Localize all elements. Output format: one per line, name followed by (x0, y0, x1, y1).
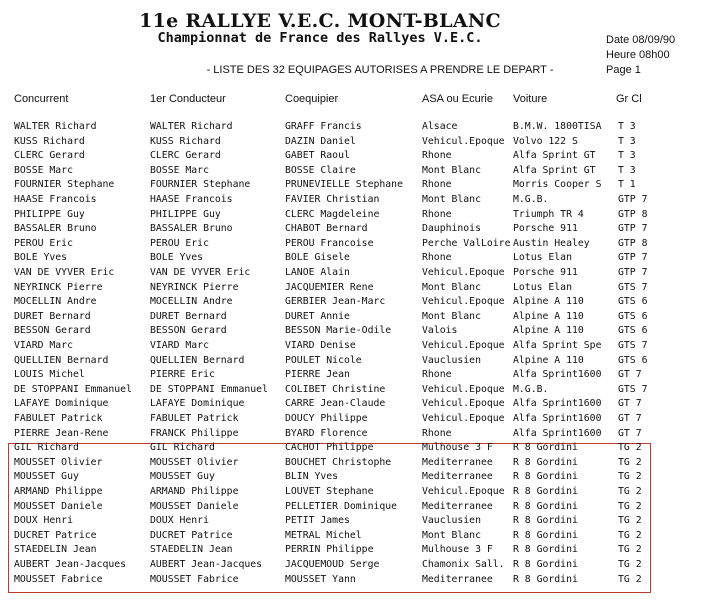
cell-voiture: Alpine A 110 (513, 310, 584, 322)
cell-groupe-classe: T 3 (618, 164, 636, 176)
cell-ecurie: Rhone (422, 252, 452, 264)
cell-voiture: Alfa Sprint GT (513, 150, 596, 162)
cell-voiture: M.G.B. (513, 383, 549, 395)
cell-ecurie: Mont Blanc (422, 194, 481, 205)
table-row (0, 368, 701, 383)
cell-groupe-classe: GTP 7 (618, 223, 648, 235)
cell-concurrent: STAEDELIN Jean (14, 544, 97, 556)
cell-ecurie: Vehicul.Epoque (422, 486, 505, 497)
cell-coequipier: CACHOT Philippe (285, 442, 374, 454)
cell-conducteur: GIL Richard (150, 442, 215, 454)
cell-voiture: Porsche 911 (513, 223, 578, 235)
cell-coequipier: VIARD Denise (285, 340, 356, 351)
col-header-concurrent: Concurrent (14, 93, 69, 105)
cell-coequipier: LOUVET Stephane (285, 486, 374, 497)
table-row (0, 500, 701, 515)
cell-voiture: R 8 Gordini (513, 442, 578, 454)
cell-groupe-classe: GTS 7 (618, 383, 648, 395)
time-label: Heure 08h00 (606, 49, 670, 61)
cell-ecurie: Rhone (422, 150, 452, 162)
cell-coequipier: CLERC Magdeleine (285, 208, 380, 220)
cell-ecurie: Alsace (422, 121, 458, 132)
cell-coequipier: DURET Annie (285, 310, 350, 322)
cell-groupe-classe: TG 2 (618, 529, 642, 541)
cell-groupe-classe: T 3 (618, 121, 636, 132)
cell-coequipier: POULET Nicole (285, 354, 362, 366)
cell-ecurie: Mulhouse 3 F (422, 544, 493, 556)
table-row (0, 339, 701, 354)
cell-conducteur: MOUSSET Guy (150, 471, 215, 483)
cell-groupe-classe: TG 2 (618, 573, 642, 585)
table-row (0, 354, 701, 369)
cell-coequipier: FAVIER Christian (285, 194, 380, 205)
cell-concurrent: LOUIS Michel (14, 369, 85, 381)
cell-conducteur: AUBERT Jean-Jacques (150, 559, 263, 570)
table-row (0, 193, 701, 208)
cell-conducteur: BASSALER Bruno (150, 223, 233, 235)
table-row (0, 310, 701, 325)
cell-ecurie: Vehicul.Epoque (422, 413, 505, 424)
cell-ecurie: Mont Blanc (422, 310, 481, 322)
table-row (0, 397, 701, 412)
cell-ecurie: Mont Blanc (422, 281, 481, 293)
cell-ecurie: Mediterranee (422, 500, 493, 512)
cell-conducteur: QUELLIEN Bernard (150, 354, 245, 366)
cell-ecurie: Mediterranee (422, 573, 493, 585)
cell-concurrent: MOUSSET Olivier (14, 456, 103, 468)
cell-concurrent: GIL Richard (14, 442, 79, 454)
document-subtitle: Championnat de France des Rallyes V.E.C. (157, 30, 483, 46)
cell-conducteur: MOUSSET Daniele (150, 500, 239, 512)
cell-conducteur: DURET Bernard (150, 310, 227, 322)
cell-coequipier: BESSON Marie-Odile (285, 325, 392, 337)
cell-concurrent: VAN DE VYVER Eric (14, 267, 115, 278)
cell-conducteur: PHILIPPE Guy (150, 208, 221, 220)
cell-concurrent: CLERC Gerard (14, 150, 85, 162)
table-row (0, 383, 701, 398)
cell-coequipier: DOUCY Philippe (285, 413, 368, 424)
cell-concurrent: WALTER Richard (14, 121, 97, 132)
cell-voiture: R 8 Gordini (513, 500, 578, 512)
cell-conducteur: ARMAND Philippe (150, 486, 239, 497)
cell-conducteur: MOUSSET Fabrice (150, 573, 239, 585)
cell-concurrent: ARMAND Philippe (14, 486, 103, 497)
cell-conducteur: BESSON Gerard (150, 325, 227, 337)
cell-coequipier: GRAFF Francis (285, 121, 362, 132)
cell-groupe-classe: TG 2 (618, 456, 642, 468)
cell-coequipier: BOLE Gisele (285, 252, 350, 264)
table-row (0, 295, 701, 310)
cell-groupe-classe: GT 7 (618, 369, 642, 381)
cell-coequipier: LANOE Alain (285, 267, 350, 278)
table-row (0, 266, 701, 281)
table-row (0, 441, 701, 456)
cell-ecurie: Rhone (422, 427, 452, 439)
cell-coequipier: PELLETIER Dominique (285, 500, 398, 512)
cell-groupe-classe: GTS 6 (618, 310, 648, 322)
cell-groupe-classe: GT 7 (618, 427, 642, 439)
cell-conducteur: DE STOPPANI Emmanuel (150, 383, 268, 395)
date-label: Date 08/09/90 (606, 34, 676, 46)
cell-voiture: Austin Healey (513, 237, 590, 249)
table-row (0, 543, 701, 558)
cell-conducteur: MOUSSET Olivier (150, 456, 239, 468)
col-header-coequipier: Coequipier (285, 93, 339, 105)
cell-conducteur: PEROU Eric (150, 237, 209, 249)
cell-voiture: R 8 Gordini (513, 573, 578, 585)
cell-conducteur: NEYRINCK Pierre (150, 281, 239, 293)
cell-groupe-classe: TG 2 (618, 559, 642, 570)
table-row (0, 222, 701, 237)
cell-ecurie: Vehicul.Epoque (422, 267, 505, 278)
cell-conducteur: DUCRET Patrice (150, 529, 233, 541)
cell-voiture: R 8 Gordini (513, 456, 578, 468)
cell-conducteur: FRANCK Philippe (150, 427, 239, 439)
cell-concurrent: MOUSSET Guy (14, 471, 79, 483)
cell-coequipier: BOSSE Claire (285, 164, 356, 176)
cell-ecurie: Perche ValLoire (422, 237, 511, 249)
table-row (0, 120, 701, 135)
cell-groupe-classe: GTP 7 (618, 252, 648, 264)
cell-ecurie: Valois (422, 325, 458, 337)
cell-voiture: Alpine A 110 (513, 354, 584, 366)
cell-voiture: Porsche 911 (513, 267, 578, 278)
cell-groupe-classe: TG 2 (618, 471, 642, 483)
cell-concurrent: VIARD Marc (14, 340, 73, 351)
cell-voiture: Alpine A 110 (513, 325, 584, 337)
cell-conducteur: BOLE Yves (150, 252, 204, 264)
table-row (0, 208, 701, 223)
cell-ecurie: Rhone (422, 179, 452, 191)
cell-concurrent: QUELLIEN Bernard (14, 354, 109, 366)
cell-concurrent: BASSALER Bruno (14, 223, 97, 235)
cell-groupe-classe: GTP 8 (618, 237, 648, 249)
table-row (0, 164, 701, 179)
cell-voiture: Alfa Sprint1600 (513, 427, 602, 439)
cell-concurrent: DOUX Henri (14, 515, 73, 527)
cell-conducteur: HAASE Francois (150, 194, 233, 205)
cell-voiture: R 8 Gordini (513, 559, 578, 570)
cell-voiture: Alfa Sprint1600 (513, 398, 602, 410)
cell-ecurie: Vauclusien (422, 515, 481, 527)
cell-conducteur: FABULET Patrick (150, 413, 239, 424)
cell-coequipier: JACQUEMOUD Serge (285, 559, 380, 570)
table-row (0, 558, 701, 573)
cell-ecurie: Vehicul.Epoque (422, 296, 505, 308)
cell-coequipier: PETIT James (285, 515, 350, 527)
cell-conducteur: STAEDELIN Jean (150, 544, 233, 556)
cell-ecurie: Vehicul.Epoque (422, 340, 505, 351)
cell-concurrent: BESSON Gerard (14, 325, 91, 337)
cell-concurrent: DURET Bernard (14, 310, 91, 322)
cell-conducteur: KUSS Richard (150, 135, 221, 147)
cell-conducteur: LAFAYE Dominique (150, 398, 245, 410)
cell-conducteur: MOCELLIN Andre (150, 296, 233, 308)
cell-conducteur: BOSSE Marc (150, 164, 209, 176)
cell-coequipier: GABET Raoul (285, 150, 350, 162)
cell-concurrent: PHILIPPE Guy (14, 208, 85, 220)
cell-coequipier: CHABOT Bernard (285, 223, 368, 235)
cell-coequipier: GERBIER Jean-Marc (285, 296, 386, 308)
cell-voiture: B.M.W. 1800TISA (513, 121, 602, 132)
cell-coequipier: METRAL Michel (285, 529, 362, 541)
cell-voiture: R 8 Gordini (513, 544, 578, 556)
cell-groupe-classe: GTS 6 (618, 296, 648, 308)
col-header-ecurie: ASA ou Ecurie (422, 93, 493, 105)
table-row (0, 251, 701, 266)
cell-voiture: R 8 Gordini (513, 486, 578, 497)
table-row (0, 470, 701, 485)
cell-conducteur: WALTER Richard (150, 121, 233, 132)
table-row (0, 514, 701, 529)
cell-voiture: R 8 Gordini (513, 529, 578, 541)
cell-groupe-classe: TG 2 (618, 500, 642, 512)
cell-voiture: R 8 Gordini (513, 515, 578, 527)
cell-groupe-classe: GTS 7 (618, 340, 648, 351)
cell-groupe-classe: T 3 (618, 135, 636, 147)
cell-voiture: Alfa Sprint1600 (513, 413, 602, 424)
cell-voiture: Volvo 122 S (513, 135, 578, 147)
table-row (0, 529, 701, 544)
table-row (0, 135, 701, 150)
table-row (0, 178, 701, 193)
cell-voiture: Alfa Sprint GT (513, 164, 596, 176)
cell-groupe-classe: GTS 6 (618, 354, 648, 366)
col-header-groupe-classe: Gr Cl (616, 93, 642, 105)
cell-concurrent: BOLE Yves (14, 252, 68, 264)
cell-voiture: Alpine A 110 (513, 296, 584, 308)
cell-ecurie: Vehicul.Epoque (422, 383, 505, 395)
list-caption: - LISTE DES 32 EQUIPAGES AUTORISES A PRENDRE LE DEPART - (206, 64, 554, 76)
cell-groupe-classe: GTS 6 (618, 325, 648, 337)
table-row (0, 427, 701, 442)
cell-groupe-classe: TG 2 (618, 515, 642, 527)
cell-concurrent: NEYRINCK Pierre (14, 281, 103, 293)
cell-concurrent: BOSSE Marc (14, 164, 73, 176)
cell-conducteur: VIARD Marc (150, 340, 209, 351)
cell-ecurie: Rhone (422, 208, 452, 220)
cell-conducteur: CLERC Gerard (150, 150, 221, 162)
cell-ecurie: Mulhouse 3 F (422, 442, 493, 454)
cell-concurrent: FABULET Patrick (14, 413, 103, 424)
cell-coequipier: MOUSSET Yann (285, 573, 356, 585)
cell-groupe-classe: T 3 (618, 150, 636, 162)
document-title: 11e RALLYE V.E.C. MONT-BLANC (139, 10, 501, 32)
cell-voiture: Alfa Sprint1600 (513, 369, 602, 381)
cell-voiture: R 8 Gordini (513, 471, 578, 483)
cell-ecurie: Vehicul.Epoque (422, 135, 505, 147)
cell-coequipier: PRUNEVIELLE Stephane (285, 179, 403, 191)
cell-groupe-classe: GTP 7 (618, 267, 648, 278)
cell-groupe-classe: GTP 7 (618, 194, 648, 205)
cell-voiture: Lotus Elan (513, 281, 572, 293)
cell-conducteur: PIERRE Eric (150, 369, 215, 381)
table-row (0, 237, 701, 252)
cell-concurrent: MOCELLIN Andre (14, 296, 97, 308)
cell-voiture: Lotus Elan (513, 252, 572, 264)
cell-conducteur: DOUX Henri (150, 515, 209, 527)
table-row (0, 412, 701, 427)
table-row (0, 485, 701, 500)
cell-ecurie: Vehicul.Epoque (422, 398, 505, 410)
cell-concurrent: KUSS Richard (14, 135, 85, 147)
cell-concurrent: DUCRET Patrice (14, 529, 97, 541)
cell-voiture: Morris Cooper S (513, 179, 602, 191)
cell-coequipier: CARRE Jean-Claude (285, 398, 386, 410)
cell-coequipier: BYARD Florence (285, 427, 368, 439)
cell-ecurie: Mediterranee (422, 456, 493, 468)
cell-ecurie: Vauclusien (422, 354, 481, 366)
cell-concurrent: AUBERT Jean-Jacques (14, 559, 127, 570)
cell-groupe-classe: GTP 8 (618, 208, 648, 220)
cell-groupe-classe: TG 2 (618, 544, 642, 556)
page-number: Page 1 (606, 64, 641, 76)
cell-coequipier: BLIN Yves (285, 471, 339, 483)
cell-groupe-classe: GT 7 (618, 398, 642, 410)
cell-conducteur: FOURNIER Stephane (150, 179, 251, 191)
cell-conducteur: VAN DE VYVER Eric (150, 267, 251, 278)
cell-voiture: Alfa Sprint Spe (513, 340, 602, 351)
cell-coequipier: PERRIN Philippe (285, 544, 374, 556)
cell-voiture: Triumph TR 4 (513, 208, 584, 220)
cell-groupe-classe: TG 2 (618, 486, 642, 497)
cell-coequipier: JACQUEMIER Rene (285, 281, 374, 293)
cell-ecurie: Mediterranee (422, 471, 493, 483)
cell-ecurie: Rhone (422, 369, 452, 381)
table-row (0, 324, 701, 339)
cell-concurrent: LAFAYE Dominique (14, 398, 109, 410)
table-row (0, 573, 701, 588)
table-row (0, 281, 701, 296)
cell-concurrent: HAASE Francois (14, 194, 97, 205)
cell-concurrent: MOUSSET Fabrice (14, 573, 103, 585)
cell-concurrent: PEROU Eric (14, 237, 73, 249)
cell-groupe-classe: T 1 (618, 179, 636, 191)
cell-ecurie: Dauphinois (422, 223, 481, 235)
cell-groupe-classe: GT 7 (618, 413, 642, 424)
cell-ecurie: Mont Blanc (422, 164, 481, 176)
col-header-voiture: Voiture (513, 93, 548, 105)
cell-coequipier: PEROU Francoise (285, 237, 374, 249)
cell-groupe-classe: GTS 7 (618, 281, 648, 293)
cell-coequipier: BOUCHET Christophe (285, 456, 392, 468)
cell-voiture: M.G.B. (513, 194, 549, 205)
cell-concurrent: MOUSSET Daniele (14, 500, 103, 512)
cell-coequipier: COLIBET Christine (285, 383, 386, 395)
col-header-conducteur: 1er Conducteur (150, 93, 226, 105)
cell-ecurie: Chamonix Sall. (422, 559, 505, 570)
cell-concurrent: DE STOPPANI Emmanuel (14, 383, 132, 395)
cell-ecurie: Mont Blanc (422, 529, 481, 541)
cell-coequipier: PIERRE Jean (285, 369, 350, 381)
table-row (0, 456, 701, 471)
cell-concurrent: FOURNIER Stephane (14, 179, 115, 191)
table-row (0, 149, 701, 164)
cell-coequipier: DAZIN Daniel (285, 135, 356, 147)
cell-concurrent: PIERRE Jean-Rene (14, 427, 109, 439)
cell-groupe-classe: TG 2 (618, 442, 642, 454)
